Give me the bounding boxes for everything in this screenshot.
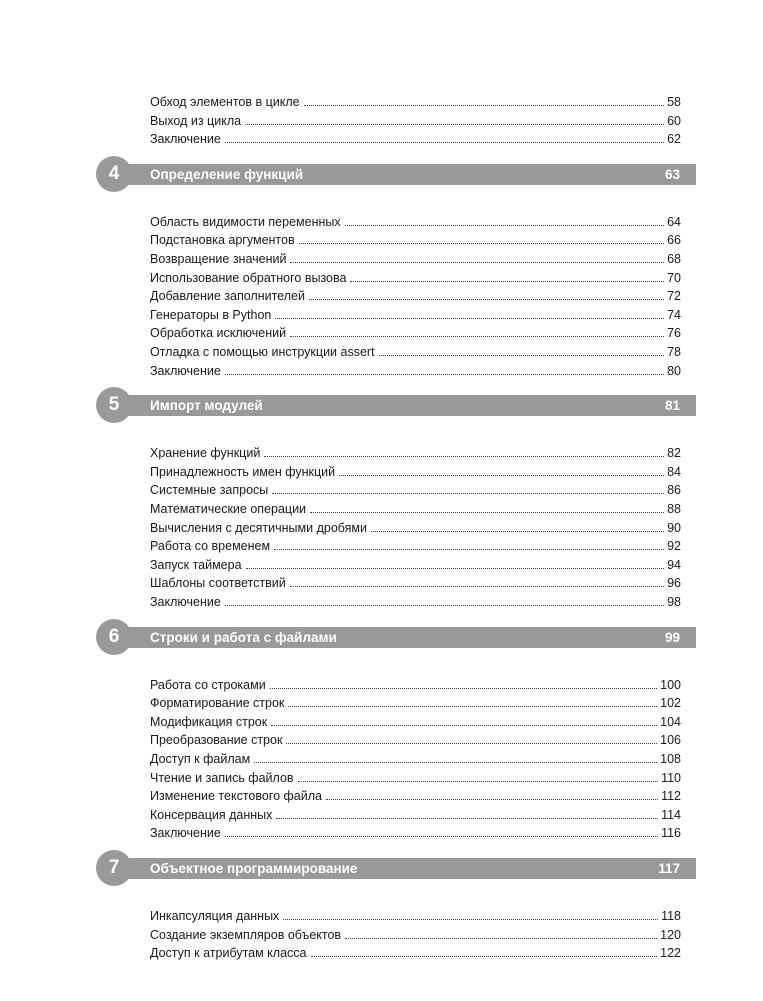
- dot-leader: [339, 474, 664, 476]
- toc-entry[interactable]: [150, 674, 681, 692]
- toc-entry-page: 106: [660, 733, 681, 748]
- chapter-heading: [96, 387, 696, 423]
- dot-leader: [271, 724, 657, 726]
- toc-entry-title: Генераторы в Python: [150, 307, 272, 322]
- toc-entry-page: 92: [667, 539, 681, 554]
- toc-entry[interactable]: [150, 767, 681, 785]
- toc-entry-title: Заключение: [150, 132, 221, 147]
- toc-entry-page: 72: [667, 289, 681, 304]
- toc-entry-page: 98: [667, 595, 681, 609]
- dot-leader: [264, 455, 664, 457]
- chapter-number-badge: 4: [96, 156, 132, 192]
- toc-entry-page: 80: [667, 363, 681, 378]
- toc-entry-title: Обработка исключений: [150, 326, 287, 341]
- toc-entry-page: 112: [661, 789, 681, 804]
- dot-leader: [311, 955, 658, 957]
- toc-entry[interactable]: [150, 461, 681, 479]
- toc-entry-page: 122: [660, 946, 681, 961]
- toc-entry[interactable]: [150, 128, 681, 146]
- dot-leader: [270, 687, 657, 689]
- toc-entry[interactable]: [150, 498, 681, 516]
- dot-leader: [290, 261, 664, 263]
- toc-entry-title: Доступ к атрибутам класса: [150, 946, 307, 961]
- toc-entry-title: Доступ к файлам: [150, 752, 251, 766]
- toc-entry-title: Работа со временем: [150, 539, 271, 554]
- dot-leader: [274, 548, 664, 550]
- dot-leader: [309, 298, 664, 300]
- toc-entry[interactable]: [150, 822, 681, 840]
- dot-leader: [286, 742, 657, 744]
- toc-entry-page: 78: [667, 345, 681, 359]
- chapter-page-number: 99: [664, 629, 680, 645]
- toc-entry-title: Заключение: [150, 826, 221, 841]
- toc-entry[interactable]: [150, 211, 681, 229]
- toc-entry-title: Модификация строк: [150, 714, 268, 729]
- toc-entry-title: Использование обратного вызова: [150, 270, 347, 285]
- dot-leader: [326, 798, 658, 800]
- toc-entry[interactable]: [150, 905, 681, 923]
- toc-entry-title: Шаблоны соответствий: [150, 576, 286, 591]
- toc-entry-title: Заключение: [150, 363, 221, 378]
- toc-entry-title: Чтение и запись файлов: [150, 770, 294, 785]
- toc-entry-title: Преобразование строк: [150, 733, 283, 748]
- dot-leader: [290, 335, 664, 337]
- toc-entry-title: Заключение: [150, 595, 221, 609]
- toc-entry-page: 76: [667, 326, 681, 341]
- toc-entry-page: 74: [667, 307, 681, 322]
- toc-entry-page: 58: [667, 95, 681, 109]
- dot-leader: [345, 224, 664, 226]
- toc-entry-page: 116: [661, 826, 681, 841]
- toc-entry-page: 64: [667, 214, 681, 229]
- toc-entry-title: Форматирование строк: [150, 696, 285, 711]
- toc-entry-title: Изменение текстового файла: [150, 789, 322, 804]
- chapter-page-number: 117: [658, 861, 680, 876]
- toc-entry[interactable]: [150, 804, 681, 822]
- toc-entry-page: 96: [667, 576, 681, 591]
- dot-leader: [350, 280, 664, 282]
- dot-leader: [288, 705, 657, 707]
- toc-entry[interactable]: [150, 229, 681, 247]
- toc-entry-page: 86: [667, 483, 681, 498]
- dot-leader: [254, 761, 657, 763]
- dot-leader: [225, 604, 664, 606]
- toc-entry-page: 70: [667, 270, 681, 285]
- toc-entry-title: Запуск таймера: [150, 557, 242, 572]
- toc-entry[interactable]: [150, 91, 681, 109]
- dot-leader: [245, 123, 664, 125]
- toc-entry-page: 84: [667, 464, 681, 479]
- toc-entry-page: 62: [667, 132, 681, 147]
- toc-entry[interactable]: [150, 711, 681, 729]
- toc-entry[interactable]: [150, 442, 681, 460]
- chapter-title: Строки и работа с файлами: [150, 629, 337, 645]
- dot-leader: [379, 354, 665, 356]
- toc-entry-title: Инкапсуляция данных: [150, 909, 280, 923]
- toc-entry-title: Возвращение значений: [150, 252, 287, 266]
- dot-leader: [276, 817, 658, 819]
- toc-entry-title: Хранение функций: [150, 446, 261, 461]
- toc-entry[interactable]: [150, 924, 681, 942]
- dot-leader: [246, 567, 665, 569]
- toc-entry-page: 66: [667, 233, 681, 248]
- toc-entry[interactable]: [150, 248, 681, 266]
- toc-entry[interactable]: [150, 748, 681, 766]
- toc-entry-page: 108: [660, 752, 681, 766]
- toc-entry-title: Системные запросы: [150, 483, 269, 498]
- toc-entry-title: Область видимости переменных: [150, 214, 341, 229]
- toc-entry-page: 68: [667, 252, 681, 266]
- toc-entry[interactable]: [150, 942, 681, 960]
- toc-entry-title: Консервация данных: [150, 807, 273, 822]
- dot-leader: [290, 585, 664, 587]
- toc-entry-title: Работа со строками: [150, 677, 266, 692]
- chapter-title: Импорт модулей: [150, 398, 263, 414]
- dot-leader: [225, 835, 658, 837]
- chapter-number-badge: 7: [96, 850, 132, 886]
- toc-entry-page: 114: [661, 807, 681, 822]
- toc-entry[interactable]: [150, 267, 681, 285]
- toc-entry-page: 88: [667, 502, 681, 516]
- toc-entry-title: Принадлежность имен функций: [150, 464, 336, 479]
- toc-entry[interactable]: [150, 517, 681, 535]
- toc-entry-page: 94: [667, 557, 681, 572]
- chapter-heading: [96, 619, 696, 655]
- chapter-page-number: 81: [664, 398, 680, 414]
- dot-leader: [225, 141, 664, 143]
- toc-entry-title: Математические операции: [150, 502, 307, 516]
- chapter-title: Объектное программирование: [150, 861, 358, 876]
- chapter-number-badge: 5: [96, 387, 132, 423]
- toc-entry-page: 90: [667, 520, 681, 535]
- toc-entry-page: 104: [660, 714, 681, 729]
- toc-entry-page: 100: [660, 677, 681, 692]
- toc-entry-title: Обход элементов в цикле: [150, 95, 300, 109]
- toc-entry-title: Выход из цикла: [150, 113, 242, 128]
- toc-entry[interactable]: [150, 479, 681, 497]
- toc-entry[interactable]: [150, 341, 681, 359]
- toc-entry[interactable]: [150, 729, 681, 747]
- toc-entry-title: Добавление заполнителей: [150, 289, 305, 304]
- dot-leader: [299, 242, 664, 244]
- toc-entry-title: Отладка с помощью инструкции assert: [150, 345, 375, 359]
- dot-leader: [298, 780, 659, 782]
- dot-leader: [283, 918, 658, 920]
- toc-entry-page: 120: [660, 927, 681, 942]
- chapter-page-number: 63: [664, 166, 680, 182]
- dot-leader: [345, 937, 657, 939]
- dot-leader: [275, 317, 664, 319]
- dot-leader: [225, 373, 664, 375]
- toc-entry-page: 102: [660, 696, 681, 711]
- toc-entry[interactable]: [150, 535, 681, 553]
- chapter-heading: [96, 156, 696, 192]
- toc-entry[interactable]: [150, 572, 681, 590]
- toc-entry-page: 60: [667, 113, 681, 128]
- toc-entry[interactable]: [150, 110, 681, 128]
- toc-entry-page: 118: [661, 909, 681, 923]
- toc-entry-title: Подстановка аргументов: [150, 233, 295, 248]
- toc-entry[interactable]: [150, 304, 681, 322]
- toc-entry[interactable]: [150, 785, 681, 803]
- toc-entry-title: Создание экземпляров объектов: [150, 927, 342, 942]
- dot-leader: [272, 492, 664, 494]
- toc-entry[interactable]: [150, 285, 681, 303]
- chapter-heading: [96, 850, 696, 886]
- toc-entry-page: 82: [667, 446, 681, 461]
- toc-entry[interactable]: [150, 591, 681, 609]
- toc-entry-title: Вычисления с десятичными дробями: [150, 520, 368, 535]
- toc-entry[interactable]: [150, 554, 681, 572]
- toc-entry[interactable]: [150, 360, 681, 378]
- toc-entry[interactable]: [150, 322, 681, 340]
- dot-leader: [304, 104, 665, 106]
- toc-entry-page: 110: [661, 770, 681, 785]
- toc-entry[interactable]: [150, 692, 681, 710]
- chapter-number-badge: 6: [96, 619, 132, 655]
- dot-leader: [310, 511, 664, 513]
- chapter-title: Определение функций: [150, 166, 304, 182]
- dot-leader: [371, 530, 664, 532]
